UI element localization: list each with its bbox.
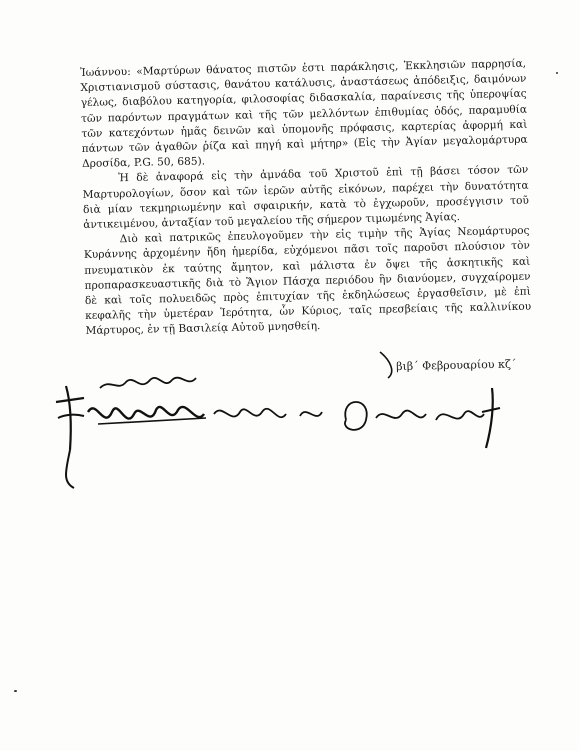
text-line: προπαρασκευαστικῆς διὰ τὸ Ἅγιον Πάσχα περιόδου ἣν διανύομεν, συγχαίρομεν [84,270,531,292]
scan-speck [14,690,17,692]
scan-speck [556,72,558,74]
text-line: κεφαλῆς τὴν ὑμετέραν Ἱερότητα, ὧν Κύριος, ταῖς πρεσβείαις τῆς καλλινίκου [85,300,532,323]
text-line: Διὸ καὶ πατρικῶς ἐπευλογοῦμεν τὴν εἰς τιμὴν τῆς Ἁγίας Νεομάρτυρος [119,224,530,246]
text-line: Χριστιανισμοῦ σύστασις, θανάτου κατάλυσις, ἀναστάσεως ἀπόδειξις, δαιμόνων [80,72,527,95]
text-line: Μαρτυρολογίων, ὅσον καὶ τῶν ἱερῶν αὐτῆς εἰκόνων, παρέχει τὴν δυνατότητα [82,179,529,201]
text-line: διὰ μίαν τεκμηριωμένην καὶ σφαιρικήν, κατὰ τὸ ἐγχωροῦν, προσέγγισιν τοῦ [82,194,530,216]
date-text: βιβ΄ Φεβρουαρίου κζ΄ [396,357,517,373]
text-line: πνευματικὸν ἐκ ταύτης ἄμητον, καὶ μάλιστα ἐν ὄψει τῆς ἀσκητικῆς καὶ [84,255,531,277]
text-line: τῶν κατεχόντων ἡμᾶς δεινῶν καὶ ὑπομονῆς πρόφασις, καρτερίας ἀφορμή καὶ [81,118,528,140]
text-line: γέλως, διαβόλου κατηγορία, φιλοσοφίας διδασκαλία, παραίνεσις τῆς ὑπεροψίας [80,88,527,110]
text-line: Ἡ δὲ ἀναφορά εἰς τὴν ἀμνάδα τοῦ Χριστοῦ ἐπὶ τῇ βάσει τόσον τῶν [118,164,529,185]
text-line: Ἰωάννου: «Μαρτύρων θάνατος πιστῶν ἐστι παράκλησις, Ἐκκλησιῶν παρρησία, [80,57,527,79]
text-line: πάντων τῶν ἀγαθῶν ῥίζα καὶ πηγή καὶ μήτηρ» (Εἰς τὴν Ἀγίαν μεγαλομάρτυρα [81,133,528,155]
text-line: Κυράννης ἀρχομένην ἤδη ἡμερίδα, εὐχόμενοι πᾶσι τοῖς παροῦσι πλούσιον τὸν [83,240,530,262]
text-line: ἀντικειμένου, ἀνταξίαν τοῦ μεγαλείου τῆς σήμερον τιμωμένης Ἁγίας. [83,211,461,231]
text-line: Μάρτυρος, ἐν τῇ Βασιλείᾳ Αὐτοῦ μνησθείη. [85,320,321,338]
text-line: τῶν παρόντων πραγμάτων καὶ τῆς τῶν μελλόντων ἐπιθυμίας ὁδός, παραμυθία [80,103,528,125]
text-line: Δροσίδα, P.G. 50, 685). [81,155,206,171]
text-line: δὲ καὶ τοῖς πολυειδῶς πρὸς ἐπιτυχίαν τῆς ἐκδηλώσεως ἐργασθεῖσιν, μὲ ἐπὶ [84,285,531,307]
